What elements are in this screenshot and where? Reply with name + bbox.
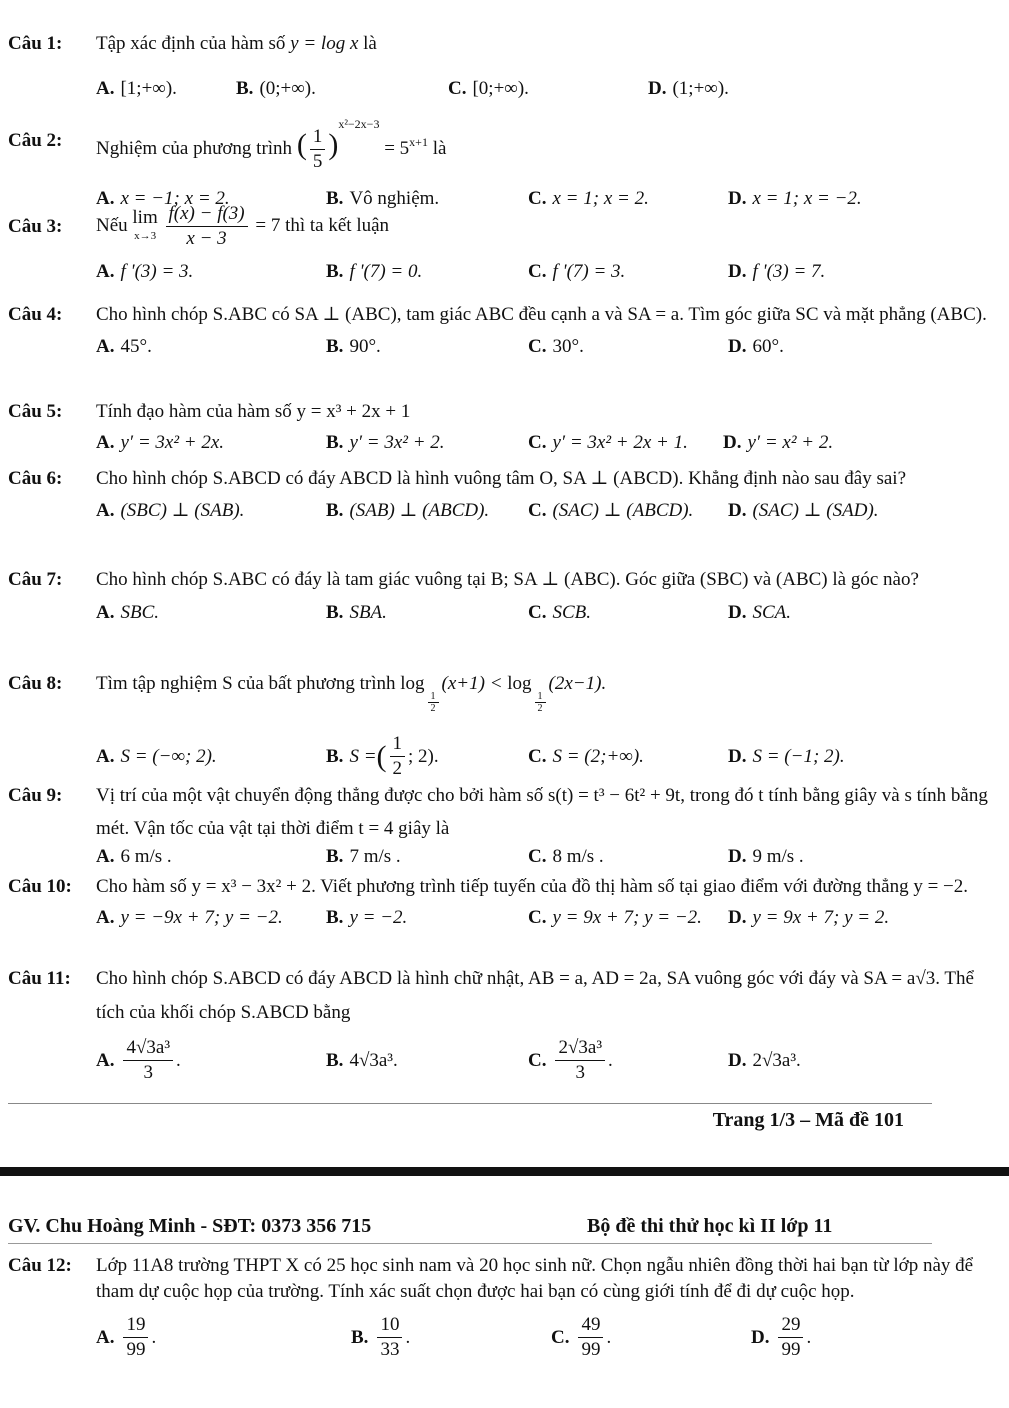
question-number: Câu 10: — [8, 876, 72, 897]
option-c[interactable]: C. y′ = 3x² + 2x + 1. — [528, 432, 688, 453]
question-text: Nghiệm của phương trình ( $\frac{1}{5}$ )$^{x^2-2x-3} = 5^{x+1}$ là — [96, 117, 447, 173]
option-b[interactable]: B. 4√3a³. — [326, 1049, 398, 1071]
question-number: Câu 8: — [8, 673, 63, 694]
option-a[interactable]: A. $\frac{19}{99}$ . — [96, 1314, 157, 1360]
question-number: Câu 4: — [8, 304, 63, 325]
question-text: Nếu lim x→3 $\frac{f(x) - f(3)}{x - 3}$ = 7 thì ta kết luận — [96, 203, 390, 249]
option-d[interactable]: D. S = (−1; 2). — [728, 745, 845, 767]
option-b[interactable]: B. 90°. — [326, 336, 381, 357]
option-d[interactable]: D. 2√3a³. — [728, 1049, 801, 1071]
question-3 — [8, 202, 998, 287]
question-text: Tập xác định của hàm số y = log x là — [96, 33, 377, 54]
question-text: Cho hàm số y = x³ − 3x² + 2. Viết phương trình tiếp tuyến của đồ thị hàm số tại giao điểm với đường thẳng y = −2. — [96, 876, 969, 897]
option-b[interactable]: B. (SAB) ⊥ (ABCD). — [326, 500, 490, 521]
option-b[interactable]: B. S = ( $\frac{1}{2}$ ; 2). — [326, 733, 439, 779]
option-c[interactable]: C. SCB. — [528, 602, 592, 623]
option-b[interactable]: B. f '(7) = 0. — [326, 261, 423, 282]
question-2 — [8, 108, 998, 214]
question-text: Vị trí của một vật chuyển động thẳng được cho bởi hàm số s(t) = t³ − 6t² + 9t, trong đó t tính bằng giây và s tính bằng mét. Vận tốc của vật tại thời điểm t = 4 giây là — [96, 785, 988, 839]
question-1 — [8, 28, 998, 104]
question-number: Câu 5: — [8, 401, 63, 422]
question-number: Câu 6: — [8, 468, 63, 489]
header-divider — [8, 1243, 932, 1244]
question-10 — [8, 870, 998, 933]
option-c[interactable]: C. $\frac{\text{2√3a³}}{3}$ . — [528, 1037, 613, 1083]
question-11 — [8, 962, 998, 1085]
question-number: Câu 11: — [8, 968, 71, 989]
option-d[interactable]: D. (1;+∞). — [648, 78, 729, 99]
option-a[interactable]: A. y′ = 3x² + 2x. — [96, 432, 225, 453]
option-b[interactable]: B. y = −2. — [326, 907, 408, 928]
option-c[interactable]: C. f '(7) = 3. — [528, 261, 626, 282]
question-7 — [8, 562, 998, 628]
option-b[interactable]: B. y′ = 3x² + 2. — [326, 432, 445, 453]
option-a[interactable]: A. S = (−∞; 2). — [96, 745, 217, 767]
option-c[interactable]: C. $\frac{49}{99}$ . — [551, 1314, 612, 1360]
question-number: Câu 7: — [8, 569, 63, 590]
header-title: Bộ đề thi thử học kì II lớp 11 — [587, 1215, 833, 1237]
option-a[interactable]: A. [1;+∞). — [96, 78, 177, 99]
option-c[interactable]: C. S = (2;+∞). — [528, 745, 644, 767]
option-d[interactable]: D. 60°. — [728, 336, 784, 357]
option-b[interactable]: B. 7 m/s . — [326, 846, 401, 867]
question-number: Câu 2: — [8, 130, 63, 152]
option-a[interactable]: A. x = −1; x = 2. — [96, 188, 230, 210]
question-text: Lớp 11A8 trường THPT X có 25 học sinh nam và 20 học sinh nữ. Chọn ngẫu nhiên đồng thời hai bạn từ lớp này để tham dự cuộc họp của trường. Tính xác suất chọn được hai bạn có cùng giới tính để đi dự cuộc họp. — [96, 1255, 974, 1302]
header-author: GV. Chu Hoàng Minh - SĐT: 0373 356 715 — [8, 1215, 372, 1237]
option-a[interactable]: A. 6 m/s . — [96, 846, 172, 867]
question-text: Cho hình chóp S.ABC có SA ⊥ (ABC), tam giác ABC đều cạnh a và SA = a. Tìm góc giữa SC và mặt phẳng (ABC). — [96, 304, 987, 325]
option-c[interactable]: C. y = 9x + 7; y = −2. — [528, 907, 702, 928]
question-4 — [8, 298, 998, 362]
option-a[interactable]: A. f '(3) = 3. — [96, 261, 194, 282]
question-text: Cho hình chóp S.ABCD có đáy ABCD là hình chữ nhật, AB = a, AD = 2a, SA vuông góc với đáy và SA = a√3. Thể tích của khối chóp S.ABCD bằng — [96, 968, 974, 1023]
question-12 — [8, 1253, 998, 1362]
question-5 — [8, 396, 998, 458]
option-d[interactable]: D. SCA. — [728, 602, 792, 623]
option-d[interactable]: D. f '(3) = 7. — [728, 261, 826, 282]
option-a[interactable]: A. $\frac{\text{4√3a³}}{3}$ . — [96, 1037, 181, 1083]
option-c[interactable]: C. 8 m/s . — [528, 846, 604, 867]
option-b[interactable]: B. SBA. — [326, 602, 387, 623]
option-c[interactable]: C. 30°. — [528, 336, 584, 357]
question-text: Cho hình chóp S.ABCD có đáy ABCD là hình vuông tâm O, SA ⊥ (ABCD). Khẳng định nào sau đây sai? — [96, 468, 907, 489]
option-a[interactable]: A. y = −9x + 7; y = −2. — [96, 907, 283, 928]
question-number: Câu 3: — [8, 215, 63, 237]
question-8 — [8, 668, 998, 781]
option-b[interactable]: B. Vô nghiệm. — [326, 188, 440, 210]
option-a[interactable]: A. (SBC) ⊥ (SAB). — [96, 500, 245, 521]
divider — [8, 1103, 932, 1104]
option-d[interactable]: D. x = 1; x = −2. — [728, 188, 862, 210]
option-c[interactable]: C. x = 1; x = 2. — [528, 188, 649, 210]
option-a[interactable]: A. SBC. — [96, 602, 160, 623]
question-number: Câu 12: — [8, 1255, 72, 1276]
option-d[interactable]: D. 9 m/s . — [728, 846, 804, 867]
option-a[interactable]: A. 45°. — [96, 336, 152, 357]
question-text: Cho hình chóp S.ABC có đáy là tam giác vuông tại B; SA ⊥ (ABC). Góc giữa (SBC) và (ABC) là góc nào? — [96, 569, 919, 590]
page-break-bar — [0, 1167, 1009, 1176]
question-9 — [8, 779, 998, 869]
question-text: Tìm tập nghiệm S của bất phương trình log $\frac{1}{2}$ (x+1) < log $\frac{1}{2}$ (2x−1). — [96, 673, 607, 714]
option-b[interactable]: B. $\frac{10}{33}$ . — [351, 1314, 411, 1360]
option-d[interactable]: D. y = 9x + 7; y = 2. — [728, 907, 890, 928]
page-footer: Trang 1/3 – Mã đề 101 — [712, 1109, 904, 1131]
option-c[interactable]: C. (SAC) ⊥ (ABCD). — [528, 500, 694, 521]
question-number: Câu 1: — [8, 33, 63, 54]
question-text: Tính đạo hàm của hàm số y = x³ + 2x + 1 — [96, 401, 411, 422]
option-c[interactable]: C. [0;+∞). — [448, 78, 529, 99]
option-d[interactable]: D. (SAC) ⊥ (SAD). — [728, 500, 879, 521]
question-number: Câu 9: — [8, 785, 63, 806]
question-6 — [8, 462, 998, 526]
option-b[interactable]: B. (0;+∞). — [236, 78, 316, 99]
option-d[interactable]: D. y′ = x² + 2. — [723, 432, 834, 453]
option-d[interactable]: D. $\frac{29}{99}$ . — [751, 1314, 812, 1360]
